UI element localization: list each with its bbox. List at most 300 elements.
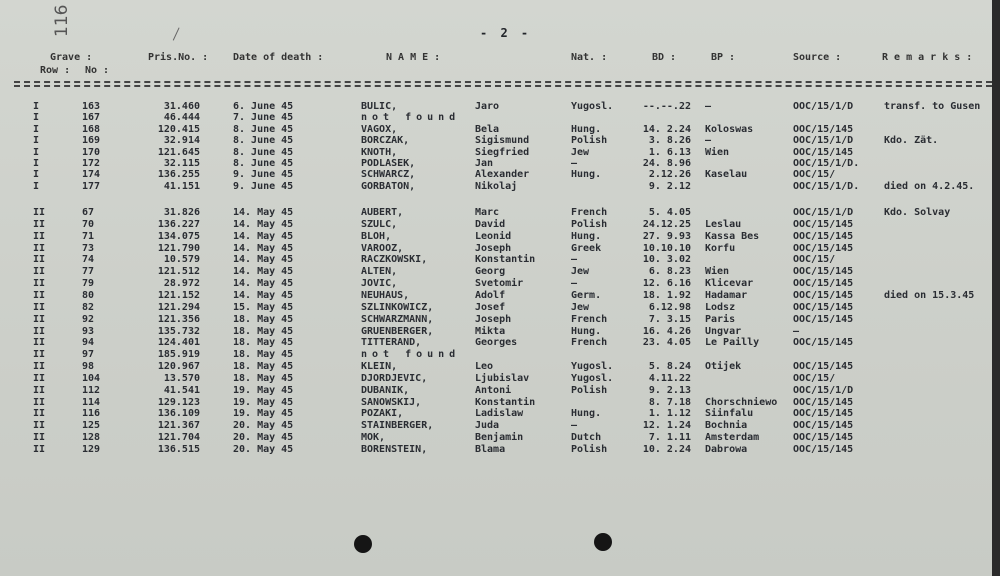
date-of-death: 8. June 45 xyxy=(233,146,294,158)
birth-place: Korfu xyxy=(705,242,736,254)
grave-number: 168 xyxy=(82,123,101,135)
grave-row: II xyxy=(33,301,46,313)
nationality: French xyxy=(571,313,608,325)
prisoner-number: 32.115 xyxy=(163,158,200,169)
birth-place: Dabrowa xyxy=(705,444,748,455)
prisoner-number: 41.541 xyxy=(163,384,200,396)
date-of-death: 18. May 45 xyxy=(233,349,294,361)
pencil-tick-mark xyxy=(173,27,193,46)
birth-place: Wien xyxy=(705,266,730,278)
birth-date: 2.12.26 xyxy=(648,169,691,181)
surname: SCHWARZMANN, xyxy=(361,313,434,325)
surname: SZULC, xyxy=(361,218,398,230)
grave-row: II xyxy=(33,242,46,254)
surname: BLOH, xyxy=(361,230,392,242)
table-row xyxy=(0,278,1000,290)
given-name: Juda xyxy=(475,420,500,432)
date-of-death: 18. May 45 xyxy=(233,325,294,337)
grave-row: I xyxy=(33,158,40,169)
date-of-death: 19. May 45 xyxy=(233,396,294,408)
grave-row: II xyxy=(33,396,46,408)
grave-row: II xyxy=(33,408,46,420)
birth-date: 3. 8.26 xyxy=(648,135,691,147)
grave-number: 172 xyxy=(82,158,101,169)
birth-place: Lodsz xyxy=(705,301,736,313)
nationality: Greek xyxy=(571,242,602,254)
given-name: Svetomir xyxy=(475,278,524,290)
birth-place: Le Pailly xyxy=(705,337,760,349)
given-name: Georg xyxy=(475,266,506,278)
prisoner-number: 134.075 xyxy=(157,230,200,242)
given-name: Nikolaj xyxy=(475,180,518,192)
prisoner-number: 121.645 xyxy=(157,146,200,158)
punch-hole-left xyxy=(354,535,372,553)
prisoner-number: 121.790 xyxy=(157,242,200,254)
source: OOC/15/145 xyxy=(793,218,854,230)
surname: GRUENBERGER, xyxy=(361,325,434,337)
given-name: Leonid xyxy=(475,230,512,242)
grave-row: II xyxy=(33,313,46,325)
source: OOC/15/145 xyxy=(793,361,854,373)
table-row xyxy=(0,420,1000,432)
date-of-death: 19. May 45 xyxy=(233,384,294,396)
surname: GORBATON, xyxy=(361,180,416,192)
birth-date: 27. 9.93 xyxy=(642,230,691,242)
birth-date: 5. 8.24 xyxy=(648,361,691,373)
date-of-death: 14. May 45 xyxy=(233,242,294,254)
prisoner-number: 31.460 xyxy=(163,101,200,112)
grave-number: 98 xyxy=(82,361,95,373)
given-name: Joseph xyxy=(475,242,512,254)
surname: VAGOX, xyxy=(361,123,398,135)
prisoner-number: 121.367 xyxy=(157,420,200,432)
birth-date: 6. 8.23 xyxy=(648,266,691,278)
nationality: Jew xyxy=(571,301,590,313)
birth-date: 10.10.10 xyxy=(642,242,691,254)
table-row xyxy=(0,444,1000,456)
source: OOC/15/145 xyxy=(793,146,854,158)
prisoner-number: 31.826 xyxy=(163,207,200,218)
grave-number: 77 xyxy=(82,266,95,278)
given-name: Ladislaw xyxy=(475,408,524,420)
grave-number: 71 xyxy=(82,230,95,242)
given-name: Josef xyxy=(475,301,506,313)
table-row xyxy=(0,124,1000,136)
birth-date: 24. 8.96 xyxy=(642,158,691,169)
grave-row: II xyxy=(33,420,46,432)
grave-number: 170 xyxy=(82,146,101,158)
birth-place: Kaselau xyxy=(705,169,748,181)
not-found-note: not found xyxy=(361,349,461,361)
birth-date: 7. 3.15 xyxy=(648,313,691,325)
not-found-note: not found xyxy=(361,112,461,124)
date-of-death: 14. May 45 xyxy=(233,266,294,278)
birth-place: Otijek xyxy=(705,361,742,373)
date-of-death: 8. June 45 xyxy=(233,123,294,135)
grave-row: I xyxy=(33,123,40,135)
grave-number: 93 xyxy=(82,325,95,337)
prisoner-number: 121.356 xyxy=(157,313,200,325)
given-name: Siegfried xyxy=(475,146,530,158)
grave-row: II xyxy=(33,384,46,396)
prisoner-number: 28.972 xyxy=(163,278,200,290)
grave-row: II xyxy=(33,254,46,266)
header-source: Source : xyxy=(793,52,842,63)
given-name: Sigismund xyxy=(475,135,530,147)
header-nat: Nat. : xyxy=(571,52,608,63)
date-of-death: 9. June 45 xyxy=(233,180,294,192)
grave-number: 177 xyxy=(82,180,101,192)
nationality: Polish xyxy=(571,135,608,147)
page-number: - 2 - xyxy=(480,26,532,40)
grave-number: 97 xyxy=(82,349,95,361)
table-row xyxy=(0,158,1000,170)
surname: SZLINKOWICZ, xyxy=(361,301,434,313)
grave-row: I xyxy=(33,112,40,124)
header-row: Row : xyxy=(40,65,71,76)
prisoner-number: 136.515 xyxy=(157,444,200,455)
surname: POZAKI, xyxy=(361,408,404,420)
birth-date: 10. 2.24 xyxy=(642,444,691,455)
table-row xyxy=(0,135,1000,147)
grave-row: II xyxy=(33,230,46,242)
prisoner-number: 129.123 xyxy=(157,396,200,408)
nationality: Dutch xyxy=(571,432,602,444)
grave-row: II xyxy=(33,207,46,218)
grave-number: 167 xyxy=(82,112,101,124)
birth-place: Amsterdam xyxy=(705,432,760,444)
prisoner-number: 121.512 xyxy=(157,266,200,278)
birth-place: Leslau xyxy=(705,218,742,230)
birth-date: --.--.22 xyxy=(642,101,691,112)
birth-place: Koloswas xyxy=(705,123,754,135)
date-of-death: 14. May 45 xyxy=(233,254,294,266)
source: OOC/15/145 xyxy=(793,408,854,420)
date-of-death: 20. May 45 xyxy=(233,420,294,432)
table-row xyxy=(0,219,1000,231)
table-row xyxy=(0,326,1000,338)
grave-number: 174 xyxy=(82,169,101,181)
table-row xyxy=(0,337,1000,349)
grave-row: II xyxy=(33,337,46,349)
given-name: Ljubislav xyxy=(475,372,530,384)
given-name: Marc xyxy=(475,207,500,218)
given-name: Alexander xyxy=(475,169,530,181)
table-row xyxy=(0,314,1000,326)
grave-row: II xyxy=(33,325,46,337)
prisoner-number: 120.967 xyxy=(157,361,200,373)
grave-number: 169 xyxy=(82,135,101,147)
source: OOC/15/145 xyxy=(793,278,854,290)
birth-date: 6.12.98 xyxy=(648,301,691,313)
birth-date: 8. 7.18 xyxy=(648,396,691,408)
grave-number: 163 xyxy=(82,101,101,112)
surname: KLEIN, xyxy=(361,361,398,373)
nationality: Jew xyxy=(571,266,590,278)
table-row xyxy=(0,101,1000,113)
table-row xyxy=(0,290,1000,302)
table-row xyxy=(0,181,1000,193)
birth-place: — xyxy=(705,135,712,147)
birth-place: Kassa Bes xyxy=(705,230,760,242)
source: OOC/15/145 xyxy=(793,396,854,408)
grave-number: 80 xyxy=(82,289,95,301)
source: OOC/15/1/D. xyxy=(793,180,860,192)
date-of-death: 14. May 45 xyxy=(233,230,294,242)
birth-date: 23. 4.05 xyxy=(642,337,691,349)
table-row xyxy=(0,397,1000,409)
table-row xyxy=(0,231,1000,243)
prisoner-number: 135.732 xyxy=(157,325,200,337)
surname: BULIC, xyxy=(361,101,398,112)
birth-place: Bochnia xyxy=(705,420,748,432)
birth-date: 18. 1.92 xyxy=(642,289,691,301)
given-name: David xyxy=(475,218,506,230)
grave-number: 94 xyxy=(82,337,95,349)
source: OOC/15/145 xyxy=(793,266,854,278)
surname: TITTERAND, xyxy=(361,337,422,349)
date-of-death: 7. June 45 xyxy=(233,112,294,124)
nationality: Yugosl. xyxy=(571,372,614,384)
birth-place: — xyxy=(705,101,712,112)
birth-date: 9. 2.12 xyxy=(648,180,691,192)
birth-date: 9. 2.13 xyxy=(648,384,691,396)
prisoner-number: 136.109 xyxy=(157,408,200,420)
source: OOC/15/145 xyxy=(793,444,854,455)
birth-place: Chorschniewo xyxy=(705,396,778,408)
surname: DJORDJEVIC, xyxy=(361,372,428,384)
remarks: died on 4.2.45. xyxy=(884,180,975,192)
source: OOC/15/145 xyxy=(793,301,854,313)
birth-date: 1. 6.13 xyxy=(648,146,691,158)
grave-number: 73 xyxy=(82,242,95,254)
grave-number: 128 xyxy=(82,432,101,444)
grave-row: I xyxy=(33,135,40,147)
table-row xyxy=(0,169,1000,181)
surname: NEUHAUS, xyxy=(361,289,410,301)
birth-date: 16. 4.26 xyxy=(642,325,691,337)
surname: JOVIC, xyxy=(361,278,398,290)
grave-row: II xyxy=(33,266,46,278)
grave-row: II xyxy=(33,432,46,444)
birth-date: 12. 6.16 xyxy=(642,278,691,290)
grave-row: II xyxy=(33,289,46,301)
nationality: Hung. xyxy=(571,230,602,242)
grave-number: 104 xyxy=(82,372,101,384)
source: OOC/15/145 xyxy=(793,289,854,301)
given-name: Joseph xyxy=(475,313,512,325)
source: OOC/15/ xyxy=(793,169,836,181)
prisoner-number: 185.919 xyxy=(157,349,200,361)
table-row xyxy=(0,147,1000,159)
source: OOC/15/ xyxy=(793,254,836,266)
grave-number: 70 xyxy=(82,218,95,230)
nationality: Hung. xyxy=(571,169,602,181)
birth-date: 10. 3.02 xyxy=(642,254,691,266)
date-of-death: 6. June 45 xyxy=(233,101,294,112)
prisoner-number: 136.255 xyxy=(157,169,200,181)
source: OOC/15/145 xyxy=(793,337,854,349)
source: OOC/15/145 xyxy=(793,420,854,432)
grave-number: 125 xyxy=(82,420,101,432)
header-no: No : xyxy=(85,65,110,76)
source: OOC/15/145 xyxy=(793,123,854,135)
header-bd: BD : xyxy=(652,52,677,63)
date-of-death: 14. May 45 xyxy=(233,289,294,301)
nationality: Hung. xyxy=(571,325,602,337)
grave-number: 74 xyxy=(82,254,95,266)
prisoner-number: 10.579 xyxy=(163,254,200,266)
prisoner-number: 121.152 xyxy=(157,289,200,301)
birth-place: Klicevar xyxy=(705,278,754,290)
birth-place: Paris xyxy=(705,313,736,325)
date-of-death: 18. May 45 xyxy=(233,361,294,373)
nationality: Yugosl. xyxy=(571,361,614,373)
grave-row: II xyxy=(33,444,46,455)
nationality: — xyxy=(571,420,578,432)
given-name: Jan xyxy=(475,158,494,169)
given-name: Mikta xyxy=(475,325,506,337)
nationality: French xyxy=(571,207,608,218)
date-of-death: 20. May 45 xyxy=(233,432,294,444)
source: OOC/15/145 xyxy=(793,242,854,254)
grave-row: I xyxy=(33,180,40,192)
grave-row: I xyxy=(33,169,40,181)
surname: SCHWARCZ, xyxy=(361,169,416,181)
nationality: Polish xyxy=(571,384,608,396)
grave-number: 67 xyxy=(82,207,95,218)
birth-date: 4.11.22 xyxy=(648,372,691,384)
table-row xyxy=(0,207,1000,219)
grave-row: II xyxy=(33,218,46,230)
prisoner-number: 121.704 xyxy=(157,432,200,444)
given-name: Benjamin xyxy=(475,432,524,444)
nationality: Hung. xyxy=(571,408,602,420)
prisoner-number: 120.415 xyxy=(157,123,200,135)
given-name: Jaro xyxy=(475,101,500,112)
handwritten-page-number: 116 xyxy=(52,4,72,38)
source: OOC/15/145 xyxy=(793,313,854,325)
remarks: Kdo. Zät. xyxy=(884,135,939,147)
table-row xyxy=(0,302,1000,314)
nationality: Yugosl. xyxy=(571,101,614,112)
nationality: — xyxy=(571,158,578,169)
table-row xyxy=(0,349,1000,361)
grave-row: II xyxy=(33,372,46,384)
grave-row: II xyxy=(33,361,46,373)
birth-date: 7. 1.11 xyxy=(648,432,691,444)
table-row xyxy=(0,112,1000,124)
grave-number: 112 xyxy=(82,384,101,396)
birth-date: 1. 1.12 xyxy=(648,408,691,420)
surname: BORENSTEIN, xyxy=(361,444,428,455)
prisoner-number: 32.914 xyxy=(163,135,200,147)
source: OOC/15/1/D. xyxy=(793,158,860,169)
table-row xyxy=(0,243,1000,255)
prisoner-number: 41.151 xyxy=(163,180,200,192)
nationality: French xyxy=(571,337,608,349)
surname: ALTEN, xyxy=(361,266,398,278)
date-of-death: 18. May 45 xyxy=(233,337,294,349)
surname: MOK, xyxy=(361,432,386,444)
header-pris-no: Pris.No. : xyxy=(148,52,209,63)
source: OOC/15/1/D xyxy=(793,207,854,218)
surname: AUBERT, xyxy=(361,207,404,218)
table-row xyxy=(0,408,1000,420)
source: OOC/15/145 xyxy=(793,230,854,242)
table-row xyxy=(0,254,1000,266)
grave-number: 79 xyxy=(82,278,95,290)
prisoner-number: 46.444 xyxy=(163,112,200,124)
grave-row: I xyxy=(33,146,40,158)
date-of-death: 9. June 45 xyxy=(233,169,294,181)
grave-number: 116 xyxy=(82,408,101,420)
surname: SANOWSKIJ, xyxy=(361,396,422,408)
remarks: transf. to Gusen xyxy=(884,101,981,112)
surname: STAINBERGER, xyxy=(361,420,434,432)
punch-hole-right xyxy=(594,533,612,551)
birth-place: Hadamar xyxy=(705,289,748,301)
nationality: Polish xyxy=(571,444,608,455)
source: OOC/15/1/D xyxy=(793,101,854,112)
prisoner-number: 136.227 xyxy=(157,218,200,230)
given-name: Leo xyxy=(475,361,494,373)
grave-row: II xyxy=(33,278,46,290)
header-name: N A M E : xyxy=(386,52,441,63)
source: — xyxy=(793,325,800,337)
header-rule-bottom xyxy=(14,85,992,87)
date-of-death: 18. May 45 xyxy=(233,372,294,384)
header-date-of-death: Date of death : xyxy=(233,52,324,63)
given-name: Konstantin xyxy=(475,396,536,408)
date-of-death: 8. June 45 xyxy=(233,135,294,147)
date-of-death: 18. May 45 xyxy=(233,313,294,325)
surname: RACZKOWSKI, xyxy=(361,254,428,266)
nationality: Jew xyxy=(571,146,590,158)
grave-row: I xyxy=(33,101,40,112)
birth-date: 5. 4.05 xyxy=(648,207,691,218)
date-of-death: 15. May 45 xyxy=(233,301,294,313)
nationality: Polish xyxy=(571,218,608,230)
table-row xyxy=(0,373,1000,385)
birth-date: 14. 2.24 xyxy=(642,123,691,135)
nationality: — xyxy=(571,278,578,290)
header-remarks: R e m a r k s : xyxy=(882,52,973,63)
date-of-death: 14. May 45 xyxy=(233,207,294,218)
grave-row: II xyxy=(33,349,46,361)
birth-place: Ungvar xyxy=(705,325,742,337)
table-row xyxy=(0,432,1000,444)
given-name: Georges xyxy=(475,337,518,349)
date-of-death: 19. May 45 xyxy=(233,408,294,420)
date-of-death: 14. May 45 xyxy=(233,278,294,290)
grave-number: 114 xyxy=(82,396,101,408)
remarks: died on 15.3.45 xyxy=(884,289,975,301)
birth-place: Siinfalu xyxy=(705,408,754,420)
given-name: Antoni xyxy=(475,384,512,396)
date-of-death: 14. May 45 xyxy=(233,218,294,230)
table-row xyxy=(0,361,1000,373)
source: OOC/15/1/D xyxy=(793,384,854,396)
source: OOC/15/ xyxy=(793,372,836,384)
birth-date: 12. 1.24 xyxy=(642,420,691,432)
date-of-death: 20. May 45 xyxy=(233,444,294,455)
surname: DUBANIK, xyxy=(361,384,410,396)
nationality: Hung. xyxy=(571,123,602,135)
grave-number: 92 xyxy=(82,313,95,325)
prisoner-number: 13.570 xyxy=(163,372,200,384)
given-name: Adolf xyxy=(475,289,506,301)
